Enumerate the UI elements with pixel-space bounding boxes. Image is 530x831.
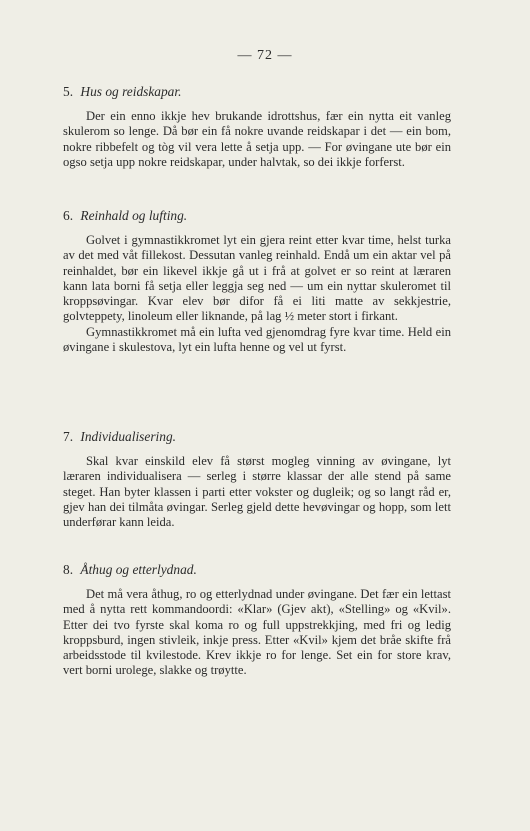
- paragraph: Golvet i gymnastikkromet lyt ein gjera reint etter kvar time, helst turka av det med våt fillekost. Dessutan vanleg reinhald. Endå um ein aktar vel på reinhaldet, bør ein likevel ikkje gå ut i frå at golvet er so reint at læraren kann lata borni få setja eller leggja seg ned — um ein nyttar skuleromet til kroppsøvingar. Kvar elev bør difor få ei liti matte av sekkjestrie, golvteppety, linoleum eller liknande, på lag ½ meter stort i firkant.: [63, 233, 451, 324]
- section-title: Individualisering.: [80, 429, 176, 444]
- section-6: [63, 208, 451, 355]
- section-5: [63, 84, 451, 170]
- section-title: Reinhald og lufting.: [80, 208, 188, 223]
- section-7: [63, 429, 451, 530]
- section-8: [63, 562, 451, 679]
- spacer: [63, 224, 451, 233]
- section-heading: [63, 84, 451, 100]
- section-heading: [63, 429, 451, 445]
- section-heading: [63, 208, 451, 224]
- spacer: [63, 100, 451, 109]
- section-title: Åthug og etterlydnad.: [80, 562, 197, 577]
- spacer: [63, 578, 451, 587]
- page-number: — 72 —: [237, 48, 293, 63]
- paragraph: Det må vera åthug, ro og etterlydnad under øvingane. Det fær ein lettast med å nytta rett kommandoordi: «Klar» (Gjev akt), «Stelling» og «Kvil». Etter dei tvo fyrste skal koma ro og full uppstrekkjing, med fri og ledig kroppsburd, ingen stivleik, inkje press. Etter «Kvil» kjem det bråe skifte frå arbeidsstode til kvilestode. Krev ikkje ro for lenge. Set ein for store krav, vert borni urolege, slakke og trøytte.: [63, 587, 451, 678]
- paragraph: Gymnastikkromet må ein lufta ved gjenomdrag fyre kvar time. Held ein øvingane i skulestova, lyt ein lufta henne og vel ut fyrst.: [63, 324, 451, 355]
- section-number: 6.: [63, 208, 74, 223]
- section-heading: [63, 562, 451, 578]
- paragraph: Der ein enno ikkje hev brukande idrottshus, fær ein nytta eit vanleg skulerom so lenge. Då bør ein få nokre uvande reidskapar i det — ein bom, nokre ribbefelt og tòg vil vera lette å setja upp. — For øvingane ute bør ein ogso setja upp nokre reidskapar, under halvtak, so dei ikkje forferst.: [63, 109, 451, 169]
- spacer: [63, 445, 451, 454]
- paragraph: Skal kvar einskild elev få størst mogleg vinning av øvingane, lyt læraren individualisera — serleg i større klassar der alle stend på same steget. Han byter klassen i parti etter vokster og dugleik; og so langt råd er, gjev han dei tilmåta øvingar. Serleg gjeld dette hevøvingar og hopp, som lett underførar kann leida.: [63, 454, 451, 530]
- section-number: 7.: [63, 429, 74, 444]
- section-number: 5.: [63, 84, 74, 99]
- section-number: 8.: [63, 562, 74, 577]
- section-title: Hus og reidskapar.: [80, 84, 182, 99]
